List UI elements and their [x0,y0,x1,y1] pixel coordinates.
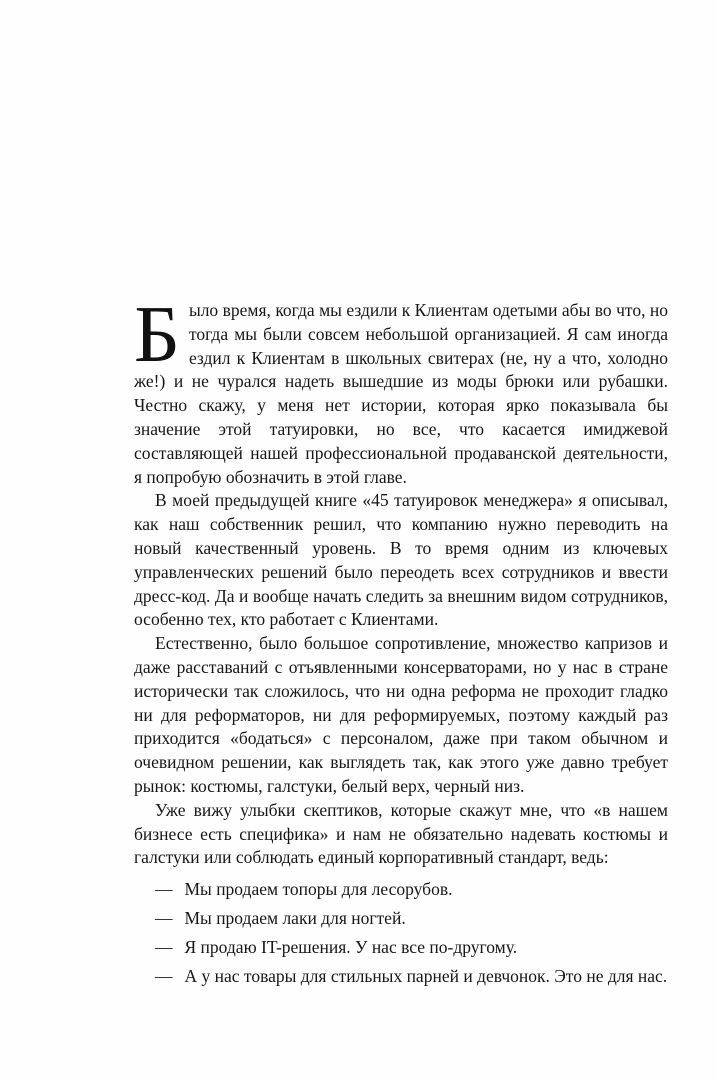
list-item [134,878,668,902]
paragraph-text: ыло время, когда мы ездили к Клиентам одетыми абы во что, но тогда мы были совсем небольшой организацией. Я сам иногда ездил к Клиентам в школьных свитерах (не, ну а что, холодно же!) и не чурался надеть вышедшие из моды брюки или рубашки. Честно скажу, у меня нет истории, которая ярко показывала бы значение этой татуировки, но все, что касается имиджевой составляющей нашей профессиональной продаванской деятельности, я попробую обозначить в этой главе. [134,300,668,487]
list-item [134,936,668,960]
list-item-text: Мы продаем топоры для лесорубов. [184,879,453,900]
drop-cap-letter: Б [134,291,180,379]
paragraph-opening [134,291,668,489]
dash-marker: — [155,936,173,957]
dash-marker: — [155,907,173,928]
list-item-text: Я продаю IT-решения. У нас все по-другому. [184,936,518,957]
list-item-text: Мы продаем лаки для ногтей. [184,907,406,928]
list-item [134,907,668,931]
objections-list [134,878,668,988]
list-item-text: А у нас товары для стильных парней и девчонок. Это не для нас. [184,965,668,986]
paragraph-resistance: Естественно, было большое сопротивление, множество капризов и даже расставаний с отъявленными консерваторами, но у нас в стране исторически так сложилось, что ни одна реформа не проходит гладко ни для реформаторов, ни для реформируемых, поэтому каждый раз приходится «бодаться» с персоналом, даже при таком обычном и очевидном решении, как выглядеть так, как этого уже давно требует рынок: костюмы, галстуки, белый верх, черный низ. [134,633,668,796]
dash-marker: — [155,879,173,900]
paragraph-skeptics: Уже вижу улыбки скептиков, которые скажут мне, что «в нашем бизнесе есть специфика» и нам не обязательно надевать костюмы и галстуки или соблюдать единый корпоративный стандарт, ведь: [134,799,668,868]
paragraph-previous-book: В моей предыдущей книге «45 татуировок менеджера» я описывал, как наш собственник решил, что компанию нужно переводить на новый качественный уровень. В то время одним из ключевых управленческих решений было переодеть всех сотрудников и ввести дресс-код. Да и вообще начать следить за внешним видом сотрудников, особенно тех, кто работает с Клиентами. [134,490,668,630]
text-block [134,291,668,988]
dash-marker: — [155,965,173,986]
list-item [134,965,668,989]
